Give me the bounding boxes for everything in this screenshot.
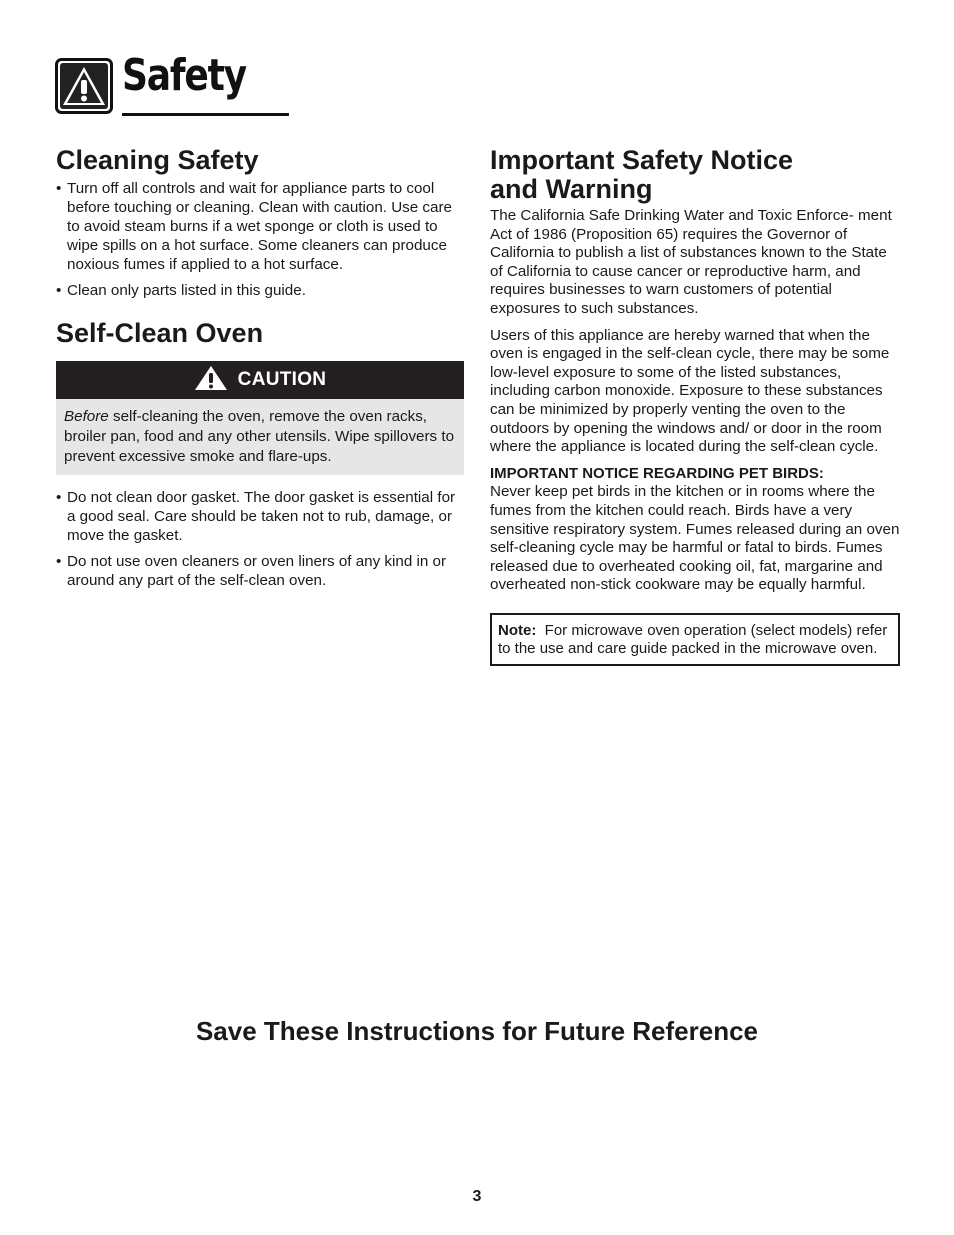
- caution-warning-icon: [194, 365, 228, 396]
- warning-icon: [55, 58, 113, 114]
- page-title: Safety: [122, 50, 246, 101]
- list-item: • Turn off all controls and wait for appliance parts to cool before touching or cleaning. Clean with caution. Use care to avoid steam burns if a wet sponge or cloth is used to wipe spills on a hot surface. Some cleaners can produce noxious fumes if applied to a hot surface.: [56, 179, 466, 274]
- heading-line: and Warning: [490, 174, 653, 204]
- self-clean-oven-heading: Self-Clean Oven: [56, 318, 264, 348]
- caution-header: [56, 361, 464, 399]
- caution-lead: Before: [64, 408, 109, 425]
- list-item: • Clean only parts listed in this guide.: [56, 281, 466, 300]
- caution-box: [56, 361, 464, 475]
- list-item: • Do not use oven cleaners or oven liners of any kind in or around any part of the self-clean oven.: [56, 552, 466, 590]
- caution-text: [56, 399, 464, 475]
- pet-birds-heading: IMPORTANT NOTICE REGARDING PET BIRDS:: [490, 464, 824, 482]
- note-label: Note:: [498, 621, 537, 639]
- exposure-paragraph: Users of this appliance are hereby warned that when the oven is engaged in the self-clean cycle, there may be some low-level exposure to some of the listed substances, including carbon monoxide. Exposure to these substances can be minimized by properly venting the oven to the outdoors by opening the windows and/ or door in the room where the appliance is located during the self-clean cycle.: [490, 326, 890, 456]
- heading-line: Important Safety Notice: [490, 145, 794, 175]
- prop65-paragraph: The California Safe Drinking Water and Toxic Enforce- ment Act of 1986 (Proposition 65) requires the Governor of California to publish a list of substances known to the State of California to cause cancer or reproductive harm, and requires businesses to warn customers of potential exposures to such substances.: [490, 207, 892, 317]
- right-column: [490, 146, 902, 666]
- save-instructions-title: Save These Instructions for Future Reference: [195, 1016, 759, 1046]
- left-column: [56, 146, 466, 597]
- cleaning-safety-list: [56, 179, 466, 300]
- cleaning-safety-heading: Cleaning Safety: [56, 145, 259, 175]
- note-box: [490, 613, 900, 666]
- self-clean-list: [56, 488, 466, 590]
- caution-body-text: self-cleaning the oven, remove the oven racks, broiler pan, food and any other utensils. Wipe spillovers to prevent excessive smoke and flare-ups.: [64, 408, 455, 465]
- caution-label: CAUTION: [237, 369, 327, 390]
- list-item: • Do not clean door gasket. The door gasket is essential for a good seal. Care should be taken not to rub, damage, or move the gasket.: [56, 488, 466, 545]
- page-number: 3: [472, 1188, 482, 1205]
- important-notice-heading: [490, 146, 902, 204]
- pet-birds-paragraph: Never keep pet birds in the kitchen or in rooms where the fumes from the kitchen could reach. Birds have a very sensitive respiratory system. Fumes released during an oven self-cleaning cycle may be harmful or fatal to birds. Fumes released due to overheated cooking oil, fat, margarine and overheated non-stick cookware may be equally harmful.: [490, 483, 900, 594]
- note-text: For microwave oven operation (select models) refer to the use and care guide packed in the microwave oven.: [498, 621, 888, 658]
- title-underline: [122, 113, 289, 116]
